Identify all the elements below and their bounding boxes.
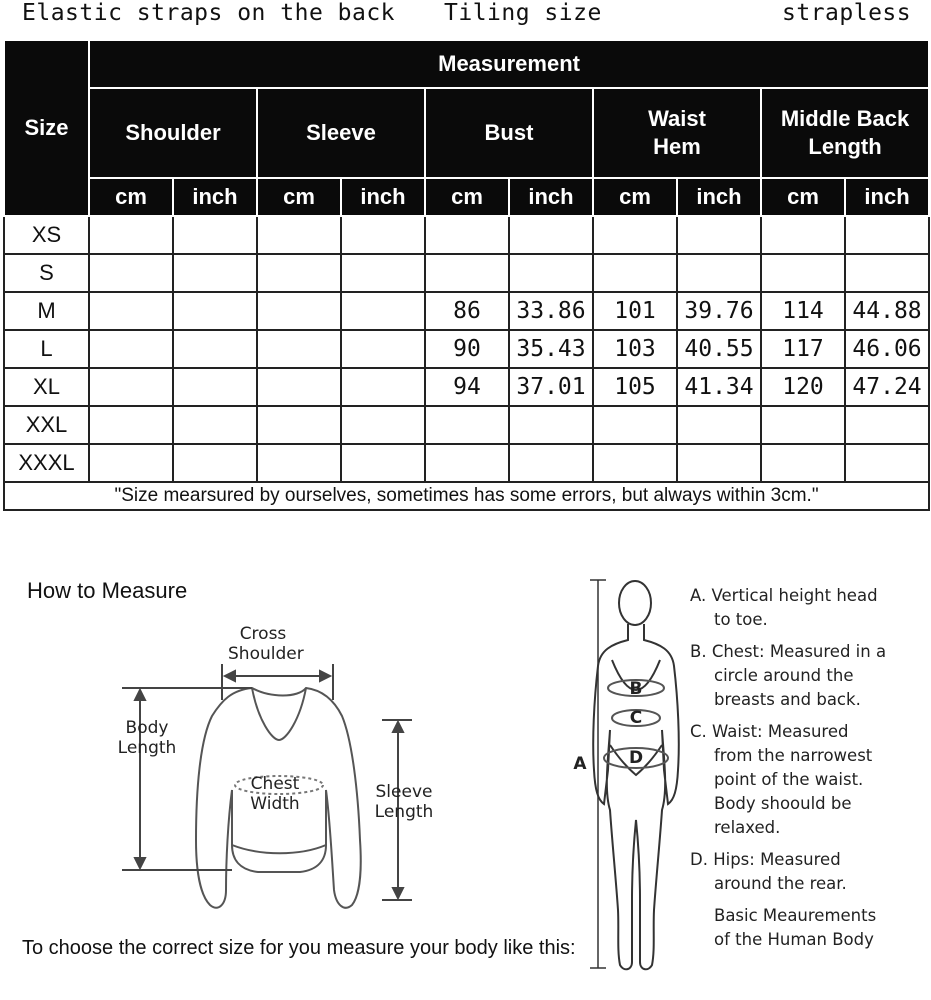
- unit-inch-header: inch: [341, 178, 425, 216]
- note-tiling-size: Tiling size: [444, 0, 602, 26]
- measurement-note: [690, 584, 926, 632]
- note-letter: C.: [690, 722, 707, 741]
- notes-footer: Basic Meaurements of the Human Body: [714, 906, 877, 949]
- unit-inch-header: inch: [677, 178, 761, 216]
- measurement-note: [690, 720, 926, 840]
- note-strapless: strapless: [782, 0, 912, 26]
- note-line: Hips: Measured: [713, 850, 841, 869]
- size-label-cell: M: [4, 292, 89, 330]
- table-cell: 117: [761, 330, 845, 368]
- sleeve-header: Sleeve: [257, 88, 425, 178]
- table-cell: 37.01: [509, 368, 593, 406]
- table-cell: 33.86: [509, 292, 593, 330]
- note-line: relaxed.: [714, 818, 781, 837]
- figure-head: [619, 581, 651, 625]
- note-letter: D.: [690, 850, 708, 869]
- table-cell: 35.43: [509, 330, 593, 368]
- middle-back-length-header: Middle Back Length: [761, 88, 929, 178]
- size-label-cell: XXL: [4, 406, 89, 444]
- size-column-header: Size: [4, 40, 89, 216]
- waist-hem-header: Waist Hem: [593, 88, 761, 178]
- measure-instruction: To choose the correct size for you measure your body like this:: [22, 937, 576, 959]
- figure-letter-a: A: [573, 754, 587, 774]
- table-cell: 47.24: [845, 368, 929, 406]
- unit-cm-header: cm: [425, 178, 509, 216]
- size-label-cell: XS: [4, 216, 89, 254]
- table-cell: 40.55: [677, 330, 761, 368]
- table-cell: 120: [761, 368, 845, 406]
- measurement-note: [690, 848, 926, 896]
- table-cell: 105: [593, 368, 677, 406]
- table-cell: 94: [425, 368, 509, 406]
- measurement-header: Measurement: [89, 40, 929, 88]
- note-letter: A.: [690, 586, 707, 605]
- how-to-measure-title: How to Measure: [27, 578, 188, 603]
- note-line: Vertical height head: [711, 586, 878, 605]
- unit-inch-header: inch: [173, 178, 257, 216]
- sleeve-length-label: Sleeve Length: [374, 782, 434, 822]
- shoulder-header: Shoulder: [89, 88, 257, 178]
- note-line: point of the waist.: [714, 770, 864, 789]
- table-cell: 114: [761, 292, 845, 330]
- note-elastic-straps: Elastic straps on the back: [22, 0, 396, 26]
- body-length-label: Body Length: [117, 718, 177, 758]
- size-label-cell: S: [4, 254, 89, 292]
- figure-letter-b: B: [629, 679, 643, 699]
- note-line: circle around the: [714, 666, 854, 685]
- size-label-cell: XL: [4, 368, 89, 406]
- figure-letter-d: D: [628, 748, 644, 768]
- note-line: Chest: Measured in a: [711, 642, 887, 661]
- note-line: from the narrowest: [714, 746, 873, 765]
- note-line: Waist: Measured: [712, 722, 849, 741]
- table-cell: 101: [593, 292, 677, 330]
- unit-cm-header: cm: [761, 178, 845, 216]
- note-line: Body shoould be: [714, 794, 852, 813]
- measurement-note: [690, 640, 926, 712]
- note-line: around the rear.: [714, 874, 847, 893]
- unit-cm-header: cm: [89, 178, 173, 216]
- table-cell: 46.06: [845, 330, 929, 368]
- body-measurement-notes: [690, 584, 926, 952]
- size-footnote: "Size mearsured by ourselves, sometimes has some errors, but always within 3cm.": [4, 482, 929, 510]
- unit-inch-header: inch: [845, 178, 929, 216]
- note-letter: B.: [690, 642, 707, 661]
- note-line: to toe.: [714, 610, 768, 629]
- table-cell: 103: [593, 330, 677, 368]
- table-cell: 86: [425, 292, 509, 330]
- chest-width-label: Chest Width: [250, 774, 300, 814]
- figure-letter-c: C: [629, 708, 643, 728]
- note-line: breasts and back.: [714, 690, 861, 709]
- unit-inch-header: inch: [509, 178, 593, 216]
- table-cell: 44.88: [845, 292, 929, 330]
- table-cell: 41.34: [677, 368, 761, 406]
- bust-header: Bust: [425, 88, 593, 178]
- unit-cm-header: cm: [257, 178, 341, 216]
- figure-body: [593, 624, 679, 969]
- size-label-cell: XXXL: [4, 444, 89, 482]
- unit-cm-header: cm: [593, 178, 677, 216]
- table-cell: 90: [425, 330, 509, 368]
- size-label-cell: L: [4, 330, 89, 368]
- cross-shoulder-label: Cross Shoulder: [228, 624, 304, 664]
- table-cell: 39.76: [677, 292, 761, 330]
